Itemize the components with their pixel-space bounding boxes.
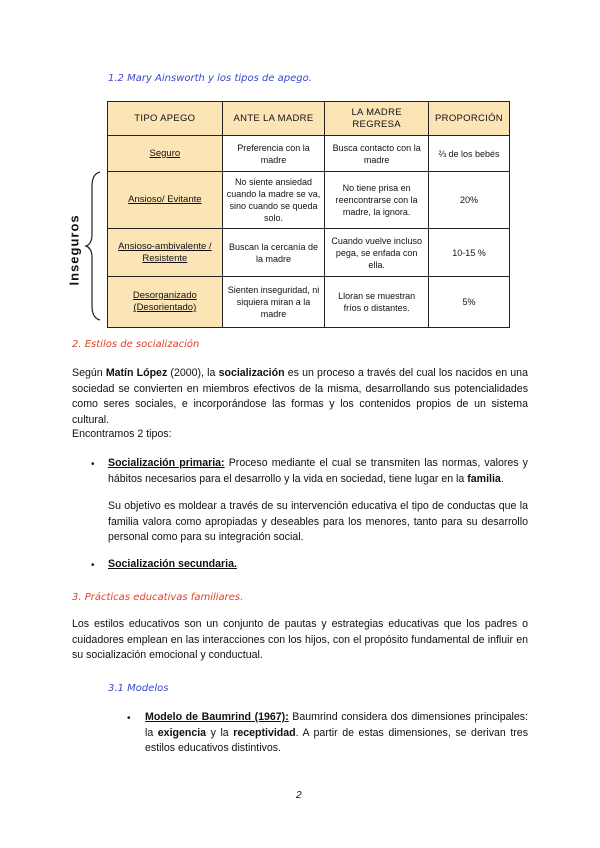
bullet-primary-objective: Su objetivo es moldear a través de su intervención educativa el tipo de conductas que la familia valora como apropiadas y deseables para los menores, tanto para su desarrollo personal como para su integración social. [108,500,528,544]
table-row [108,229,510,277]
section-2-heading: 2. Estilos de socialización [72,339,200,350]
header-tipo: TIPO APEGO [108,102,223,136]
table-row [108,136,510,172]
bullet-primary: Socialización primaria: Proceso mediante el cual se transmiten las normas, valores y hábitos necesarios para el desarrollo y la vida en sociedad, tiene lugar en la familia. [108,457,528,485]
cell-regresa: Busca contacto con la madre [325,136,429,172]
section-2-paragraph: Según Matín López (2000), la socialización es un proceso a través del cual los nacidos en una sociedad se convierten en miembros efectivos de la misma, desarrollando sus potencialidades como seres sociales, e incorporándose las formas y los contenidos propios de un sistema cultural. [72,367,528,426]
inseguros-label: Inseguros [66,214,82,286]
subsection-3-1-heading: 3.1 Modelos [108,683,169,694]
header-proporcion: PROPORCIÓN [429,102,510,136]
header-regresa: LA MADRE REGRESA [325,102,429,136]
cell-madre: Sienten inseguridad, ni siquiera miran a la madre [222,277,325,328]
bullet-icon: • [91,560,95,571]
table-row [108,277,510,328]
table-header-row [108,102,510,136]
bullet-secondary: Socialización secundaria. [108,558,237,570]
table-row [108,172,510,229]
cell-regresa: Cuando vuelve incluso pega, se enfada con ella. [325,229,429,277]
cell-madre: Preferencia con la madre [222,136,325,172]
cell-madre: No siente ansiedad cuando la madre se va, sino cuando se queda solo. [222,172,325,229]
header-madre: ANTE LA MADRE [222,102,325,136]
attachment-table [107,101,510,328]
cell-regresa: Lloran se muestran fríos o distantes. [325,277,429,328]
cell-prop: 10-15 % [429,229,510,277]
bullet-icon: • [91,459,95,470]
cell-regresa: No tiene prisa en reencontrarse con la madre, la ignora. [325,172,429,229]
subheading: 1.2 Mary Ainsworth y los tipos de apego. [108,73,312,84]
curly-brace-icon [84,170,104,322]
cell-prop: 5% [429,277,510,328]
types-intro: Encontramos 2 tipos: [72,428,172,440]
section-3-paragraph: Los estilos educativos son un conjunto de pautas y estrategias educativas que los padres o cuidadores emplean en las interacciones con los hijos, con el propósito fundamental de influir en su socialización emocional y conductual. [72,618,528,662]
cell-prop: ⅔ de los bebés [429,136,510,172]
cell-type: Ansioso/ Evitante [108,172,223,229]
page-number: 2 [296,790,302,801]
cell-type: Desorganizado (Desorientado) [108,277,223,328]
cell-type: Seguro [108,136,223,172]
cell-madre: Buscan la cercanía de la madre [222,229,325,277]
bullet-baumrind: Modelo de Baumrind (1967): Baumrind considera dos dimensiones principales: la exigencia y la receptividad. A partir de estas dimensiones, se derivan tres estilos educativos distintivos. [145,711,528,755]
section-3-heading: 3. Prácticas educativas familiares. [72,592,244,603]
bullet-icon: • [127,713,131,724]
cell-prop: 20% [429,172,510,229]
cell-type: Ansioso-ambivalente / Resistente [108,229,223,277]
